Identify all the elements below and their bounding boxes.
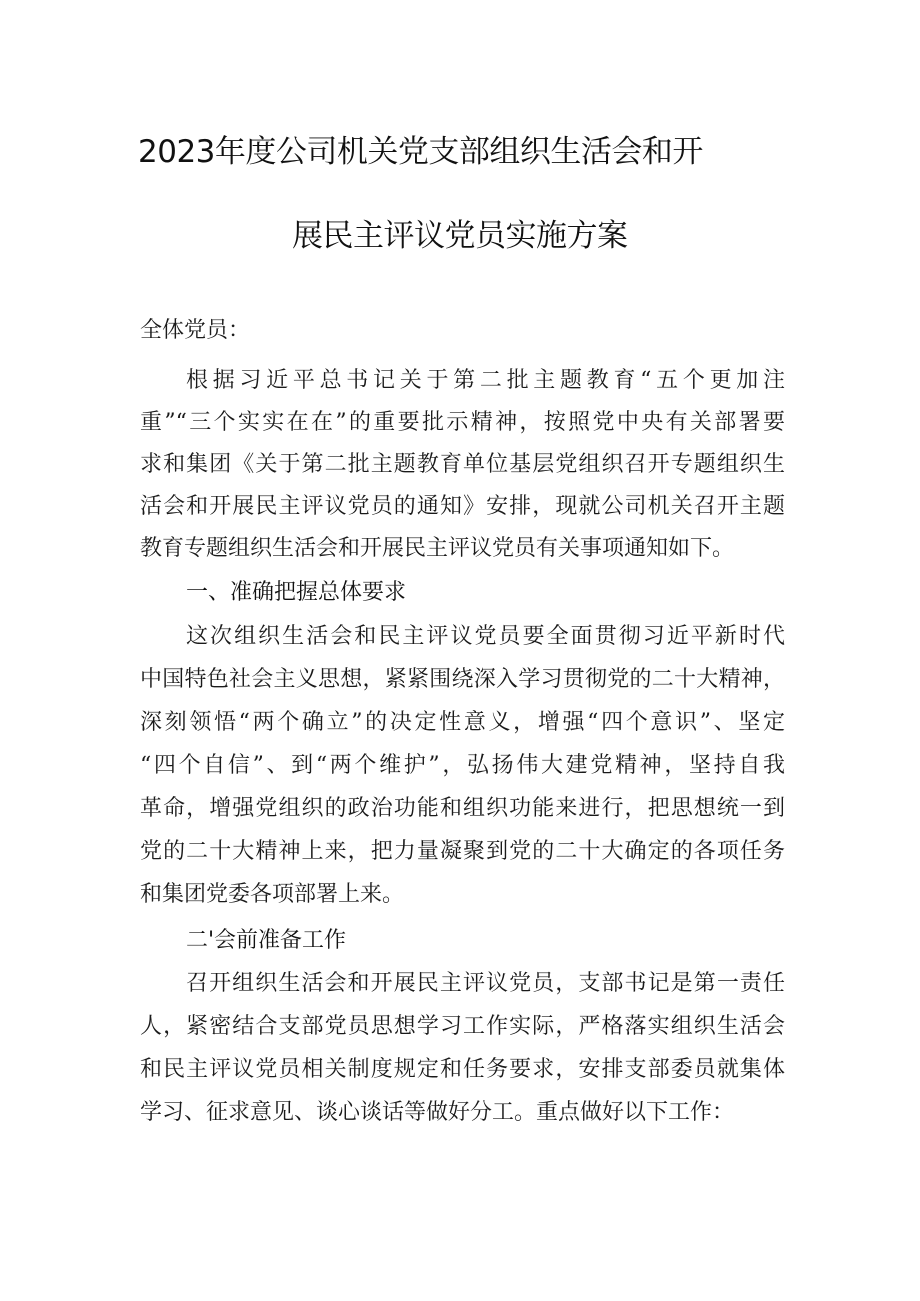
paragraph-2-line: 党的二十大精神上来，把力量凝聚到党的二十大确定的各项任务 [140, 839, 785, 864]
paragraph-2-line: 这次组织生活会和民主评议党员要全面贯彻习近平新时代 [186, 624, 785, 649]
section-1-heading: 一、准确把握总体要求 [186, 580, 407, 605]
paragraph-3-line: 学习、征求意见、谈心谈话等做好分工。重点做好以下工作： [140, 1100, 735, 1125]
paragraph-1-line: 重”“三个实实在在”的重要批示精神，按照党中央有关部署要 [140, 410, 785, 435]
paragraph-3-line: 召开组织生活会和开展民主评议党员，支部书记是第一责任 [186, 971, 785, 996]
paragraph-2-line: 深刻领悟“两个确立”的决定性意义，增强“四个意识”、坚定 [140, 710, 785, 735]
document-title-line-1: 2023年度公司机关党支部组织生活会和开 [138, 134, 703, 170]
section-2-heading: 二'会前准备工作 [186, 928, 347, 953]
paragraph-2-line: 革命，增强党组织的政治功能和组织功能来进行，把思想统一到 [140, 796, 785, 821]
document-title-line-2: 展民主评议党员实施方案 [292, 218, 628, 254]
paragraph-2-line: 中国特色社会主义思想，紧紧围绕深入学习贯彻党的二十大精神， [140, 667, 785, 692]
salutation: 全体党员： [140, 318, 251, 343]
paragraph-1-line: 活会和开展民主评议党员的通知》安排，现就公司机关召开主题 [140, 494, 785, 519]
paragraph-3-line: 和民主评议党员相关制度规定和任务要求，安排支部委员就集体 [140, 1057, 785, 1082]
paragraph-3-line: 人，紧密结合支部党员思想学习工作实际，严格落实组织生活会 [140, 1014, 785, 1039]
paragraph-1-line: 求和集团《关于第二批主题教育单位基层党组织召开专题组织生 [140, 452, 785, 477]
paragraph-1-line: 教育专题组织生活会和开展民主评议党员有关事项通知如下。 [140, 536, 735, 561]
paragraph-2-line: “四个自信”、到“两个维护”，弘扬伟大建党精神，坚持自我 [140, 753, 785, 778]
paragraph-1-line: 根据习近平总书记关于第二批主题教育“五个更加注 [186, 368, 785, 393]
paragraph-2-line: 和集团党委各项部署上来。 [140, 882, 405, 907]
